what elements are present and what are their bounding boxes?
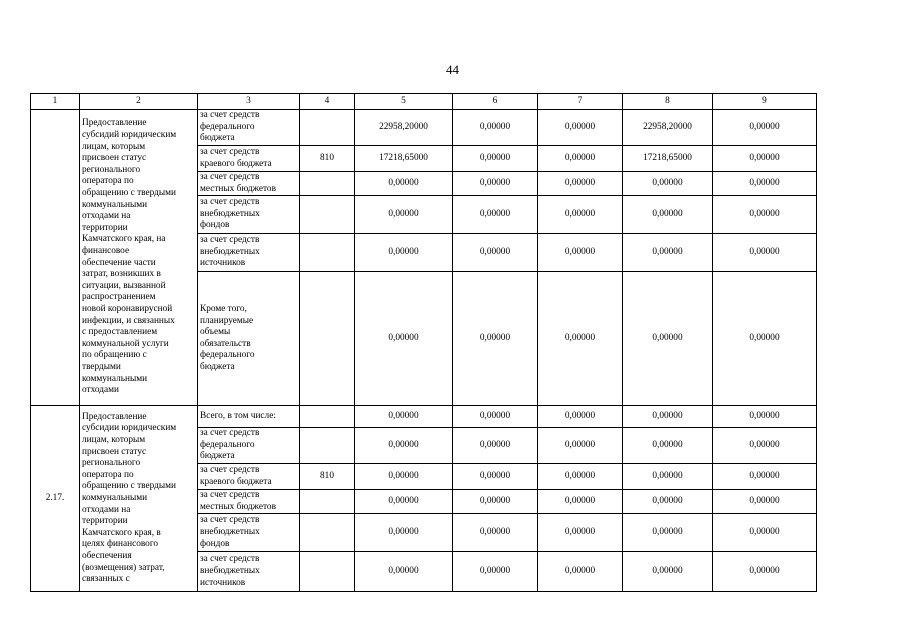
funding-source [198, 110, 300, 146]
value-col-7: 0,00000 [538, 406, 623, 428]
funding-source [198, 196, 300, 234]
description-line: обеспечение части [82, 257, 156, 268]
description-line: обращению с твердыми [82, 188, 176, 199]
description-line: Камчатского края, в [82, 527, 161, 538]
value-col-8: 0,00000 [623, 514, 713, 552]
funding-source-line: объемы [200, 327, 231, 338]
funding-source-line: местных бюджетов [200, 183, 276, 194]
value-col-5: 0,00000 [355, 272, 453, 406]
description-line: территории [82, 516, 128, 527]
col-header-5: 5 [355, 94, 453, 110]
funding-source-line: за счет средств [200, 515, 260, 526]
value-col-7: 0,00000 [538, 552, 623, 592]
funding-source-line: краевого бюджета [200, 158, 272, 169]
description-line: оператора по [82, 176, 134, 187]
value-col-6: 0,00000 [453, 172, 538, 196]
budget-code [300, 514, 355, 552]
budget-code [300, 406, 355, 428]
value-col-5: 0,00000 [355, 428, 453, 464]
description-line: коммунальной услуги [82, 338, 169, 349]
description-line: связанных с [82, 574, 130, 585]
value-col-9: 0,00000 [713, 234, 817, 272]
funding-source-line: планируемые [200, 315, 254, 326]
value-col-5: 0,00000 [355, 464, 453, 490]
funding-source-line: внебюджетных [200, 527, 260, 538]
col-header-8: 8 [623, 94, 713, 110]
value-col-6: 0,00000 [453, 146, 538, 172]
description-line: Предоставление [82, 118, 147, 129]
value-col-7: 0,00000 [538, 196, 623, 234]
value-col-6: 0,00000 [453, 490, 538, 514]
description-line: твердыми [82, 361, 121, 372]
value-col-8: 22958,20000 [623, 110, 713, 146]
funding-source-line: за счет средств [200, 490, 260, 501]
funding-source-line: за счет средств [200, 110, 260, 121]
description-line: затрат, возникших в [82, 269, 161, 280]
funding-source-line: за счет средств [200, 172, 260, 182]
page-number: 44 [446, 62, 459, 77]
funding-source-line: краевого бюджета [200, 476, 272, 487]
value-col-6: 0,00000 [453, 196, 538, 234]
measure-description [80, 406, 198, 592]
value-col-7: 0,00000 [538, 172, 623, 196]
value-col-9: 0,00000 [713, 514, 817, 552]
value-col-9: 0,00000 [713, 552, 817, 592]
description-line: Камчатского края, на [82, 234, 166, 245]
budget-code [300, 428, 355, 464]
funding-source-line: за счет средств [200, 554, 260, 565]
funding-source [198, 234, 300, 272]
description-line: лицам, которым [82, 435, 146, 446]
funding-source [198, 514, 300, 552]
funding-source-line: бюджета [200, 451, 235, 462]
col-header-4: 4 [300, 94, 355, 110]
value-col-8: 0,00000 [623, 272, 713, 406]
description-line: регионального [82, 164, 141, 175]
funding-source-line: внебюджетных [200, 566, 260, 577]
description-line: финансовое [82, 246, 130, 256]
value-col-6: 0,00000 [453, 464, 538, 490]
value-col-7: 0,00000 [538, 428, 623, 464]
value-col-7: 0,00000 [538, 490, 623, 514]
value-col-8: 0,00000 [623, 428, 713, 464]
description-line: Предоставление [82, 411, 147, 422]
value-col-9: 0,00000 [713, 196, 817, 234]
value-col-8: 0,00000 [623, 464, 713, 490]
description-line: распространением [82, 292, 156, 303]
description-line: регионального [82, 458, 141, 469]
value-col-8: 0,00000 [623, 490, 713, 514]
funding-source-line: бюджета [200, 361, 235, 372]
item-index: 2.17. [31, 406, 80, 592]
description-line: целях финансового [82, 539, 159, 550]
measure-description [80, 110, 198, 406]
description-line: отходами на [82, 504, 131, 515]
budget-code [300, 272, 355, 406]
budget-code: 810 [300, 146, 355, 172]
value-col-8: 0,00000 [623, 172, 713, 196]
funding-source-line: за счет средств [200, 235, 260, 246]
value-col-5: 0,00000 [355, 552, 453, 592]
description-line: новой коронавирусной [82, 303, 173, 314]
value-col-5: 0,00000 [355, 172, 453, 196]
value-col-9: 0,00000 [713, 428, 817, 464]
funding-source-line: федерального [200, 439, 255, 450]
description-line: присвоен статус [82, 446, 147, 457]
budget-code [300, 172, 355, 196]
value-col-6: 0,00000 [453, 428, 538, 464]
funding-source-line: Кроме того, [200, 303, 247, 314]
value-col-5: 17218,65000 [355, 146, 453, 172]
value-col-9: 0,00000 [713, 464, 817, 490]
description-line: коммунальными [82, 492, 148, 503]
description-line: коммунальными [82, 199, 148, 210]
value-col-8: 0,00000 [623, 234, 713, 272]
col-header-1: 1 [31, 94, 80, 110]
value-col-6: 0,00000 [453, 514, 538, 552]
col-header-3: 3 [198, 94, 300, 110]
description-line: с предоставлением [82, 327, 158, 338]
value-col-9: 0,00000 [713, 490, 817, 514]
value-col-7: 0,00000 [538, 464, 623, 490]
value-col-8: 0,00000 [623, 406, 713, 428]
value-col-9: 0,00000 [713, 146, 817, 172]
value-col-7: 0,00000 [538, 234, 623, 272]
header-row [31, 94, 817, 110]
funding-source [198, 428, 300, 464]
funding-source-line: бюджета [200, 133, 235, 144]
description-line: присвоен статус [82, 153, 147, 164]
description-line: инфекции, и связанных [82, 315, 175, 326]
value-col-5: 0,00000 [355, 234, 453, 272]
description-line: оператора по [82, 469, 134, 480]
funding-source [198, 172, 300, 196]
value-col-7: 0,00000 [538, 514, 623, 552]
funding-source [198, 146, 300, 172]
value-col-5: 0,00000 [355, 196, 453, 234]
funding-source [198, 406, 300, 428]
funding-source-line: внебюджетных [200, 208, 260, 219]
funding-source-line: за счет средств [200, 146, 260, 157]
funding-source-line: фондов [200, 220, 230, 231]
funding-source-line: за счет средств [200, 428, 260, 439]
description-line: субсидии юридическим [82, 423, 177, 434]
description-line: ситуации, вызванной [82, 280, 166, 291]
funding-source-line: Всего, в том числе: [200, 410, 276, 421]
description-line: территории [82, 222, 128, 233]
value-col-6: 0,00000 [453, 110, 538, 146]
item-index [31, 110, 80, 406]
description-line: по обращению с [82, 350, 147, 361]
funding-source-line: источников [200, 258, 246, 269]
description-line: (возмещения) затрат, [82, 562, 165, 573]
value-col-5: 22958,20000 [355, 110, 453, 146]
value-col-8: 17218,65000 [623, 146, 713, 172]
value-col-8: 0,00000 [623, 552, 713, 592]
budget-table [30, 93, 817, 592]
table-row [31, 406, 817, 428]
funding-source [198, 490, 300, 514]
value-col-8: 0,00000 [623, 196, 713, 234]
value-col-5: 0,00000 [355, 490, 453, 514]
funding-source [198, 272, 300, 406]
value-col-6: 0,00000 [453, 234, 538, 272]
value-col-9: 0,00000 [713, 110, 817, 146]
value-col-5: 0,00000 [355, 514, 453, 552]
description-line: субсидий юридическим [82, 130, 177, 141]
funding-source-line: фондов [200, 538, 230, 549]
funding-source-line: за счет средств [200, 197, 260, 208]
funding-source-line: внебюджетных [200, 246, 260, 257]
value-col-7: 0,00000 [538, 110, 623, 146]
value-col-6: 0,00000 [453, 272, 538, 406]
description-line: обращению с твердыми [82, 481, 176, 492]
budget-code [300, 110, 355, 146]
value-col-9: 0,00000 [713, 272, 817, 406]
funding-source-line: источников [200, 577, 246, 588]
funding-source-line: федерального [200, 350, 255, 361]
value-col-7: 0,00000 [538, 272, 623, 406]
col-header-7: 7 [538, 94, 623, 110]
funding-source [198, 552, 300, 592]
funding-source-line: за счет средств [200, 465, 260, 476]
table-row [31, 110, 817, 146]
col-header-9: 9 [713, 94, 817, 110]
description-line: отходами на [82, 211, 131, 222]
col-header-6: 6 [453, 94, 538, 110]
value-col-9: 0,00000 [713, 406, 817, 428]
funding-source-line: федерального [200, 121, 255, 132]
funding-source [198, 464, 300, 490]
description-line: обеспечения [82, 550, 132, 561]
value-col-9: 0,00000 [713, 172, 817, 196]
budget-code [300, 490, 355, 514]
value-col-6: 0,00000 [453, 406, 538, 428]
value-col-5: 0,00000 [355, 406, 453, 428]
funding-source-line: местных бюджетов [200, 501, 276, 512]
col-header-2: 2 [80, 94, 198, 110]
budget-code [300, 552, 355, 592]
description-line: отходами [82, 385, 119, 396]
value-col-7: 0,00000 [538, 146, 623, 172]
description-line: лицам, которым [82, 141, 146, 152]
funding-source-line: обязательств [200, 338, 251, 349]
budget-code: 810 [300, 464, 355, 490]
budget-code [300, 196, 355, 234]
budget-code [300, 234, 355, 272]
value-col-6: 0,00000 [453, 552, 538, 592]
description-line: коммунальными [82, 373, 148, 384]
